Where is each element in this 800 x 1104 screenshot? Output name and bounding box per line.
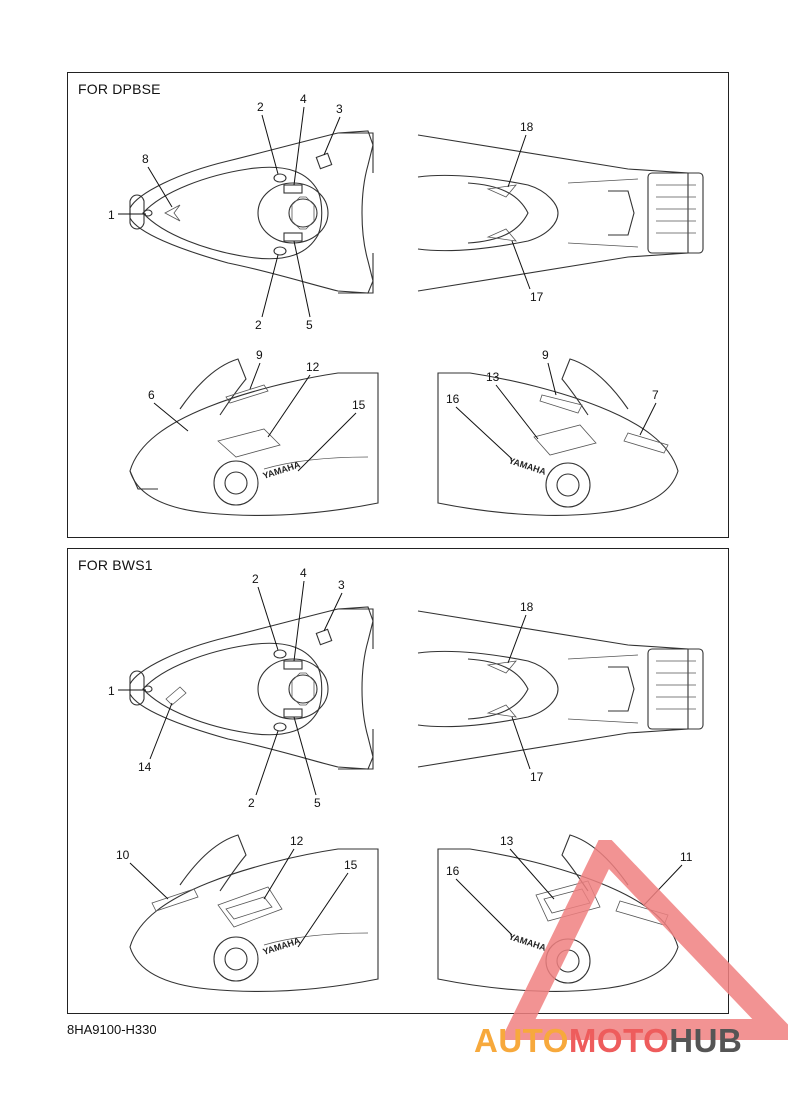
callout-label: 16 bbox=[446, 392, 460, 406]
callout-label: 4 bbox=[300, 566, 307, 580]
side-view-callouts bbox=[508, 120, 544, 304]
callout-label: 13 bbox=[486, 370, 500, 384]
callout-label: 5 bbox=[314, 796, 321, 810]
watermark-triangle-icon bbox=[498, 840, 788, 1040]
left-view-callouts bbox=[148, 348, 366, 471]
callout-label: 6 bbox=[148, 388, 155, 402]
callout-label: 7 bbox=[652, 388, 659, 402]
yamaha-decal-text: YAMAHA bbox=[507, 931, 548, 953]
panel-dpbse bbox=[67, 72, 729, 538]
callout-label: 2 bbox=[252, 572, 259, 586]
watermark-auto: AUTO bbox=[474, 1022, 569, 1059]
callout-label: 5 bbox=[306, 318, 313, 332]
callout-label: 18 bbox=[520, 600, 534, 614]
callout-label: 17 bbox=[530, 770, 544, 784]
callout-label: 13 bbox=[500, 834, 514, 848]
callout-label: 12 bbox=[306, 360, 320, 374]
callout-label: 3 bbox=[338, 578, 345, 592]
watermark-logo bbox=[474, 1022, 742, 1060]
right-view-illustration bbox=[438, 359, 678, 515]
left-view-illustration bbox=[130, 835, 378, 991]
callout-label: 1 bbox=[108, 208, 115, 222]
callout-label: 16 bbox=[446, 864, 460, 878]
callout-label: 2 bbox=[257, 100, 264, 114]
callout-label: 10 bbox=[116, 848, 130, 862]
part-number: 8HA9100-H330 bbox=[67, 1022, 157, 1037]
callout-label: 4 bbox=[300, 92, 307, 106]
callout-label: 12 bbox=[290, 834, 304, 848]
panel-title: FOR BWS1 bbox=[78, 557, 153, 573]
callout-label: 18 bbox=[520, 120, 534, 134]
callout-label: 8 bbox=[142, 152, 149, 166]
side-view-illustration bbox=[418, 135, 703, 291]
callout-label: 15 bbox=[344, 858, 358, 872]
callout-label: 11 bbox=[680, 850, 693, 864]
callout-label: 9 bbox=[542, 348, 549, 362]
yamaha-decal-text: YAMAHA bbox=[261, 459, 302, 481]
left-view-callouts bbox=[116, 834, 358, 947]
yamaha-decal-text: YAMAHA bbox=[507, 455, 548, 477]
callout-label: 15 bbox=[352, 398, 366, 412]
decal-diagram bbox=[68, 73, 730, 539]
side-view-illustration bbox=[418, 611, 703, 767]
right-view-callouts bbox=[446, 348, 659, 459]
callout-label: 17 bbox=[530, 290, 544, 304]
callout-label: 2 bbox=[248, 796, 255, 810]
panel-title: FOR DPBSE bbox=[78, 81, 161, 97]
yamaha-decal-text: YAMAHA bbox=[261, 935, 302, 957]
callout-label: 14 bbox=[138, 760, 152, 774]
left-view-illustration bbox=[130, 359, 378, 515]
watermark-hub: HUB bbox=[669, 1022, 743, 1059]
top-view-illustration bbox=[130, 131, 373, 293]
callout-label: 1 bbox=[108, 684, 115, 698]
watermark-moto: MOTO bbox=[568, 1022, 670, 1059]
callout-label: 9 bbox=[256, 348, 263, 362]
callout-label: 3 bbox=[336, 102, 343, 116]
top-view-illustration bbox=[130, 607, 373, 769]
callout-label: 2 bbox=[255, 318, 262, 332]
